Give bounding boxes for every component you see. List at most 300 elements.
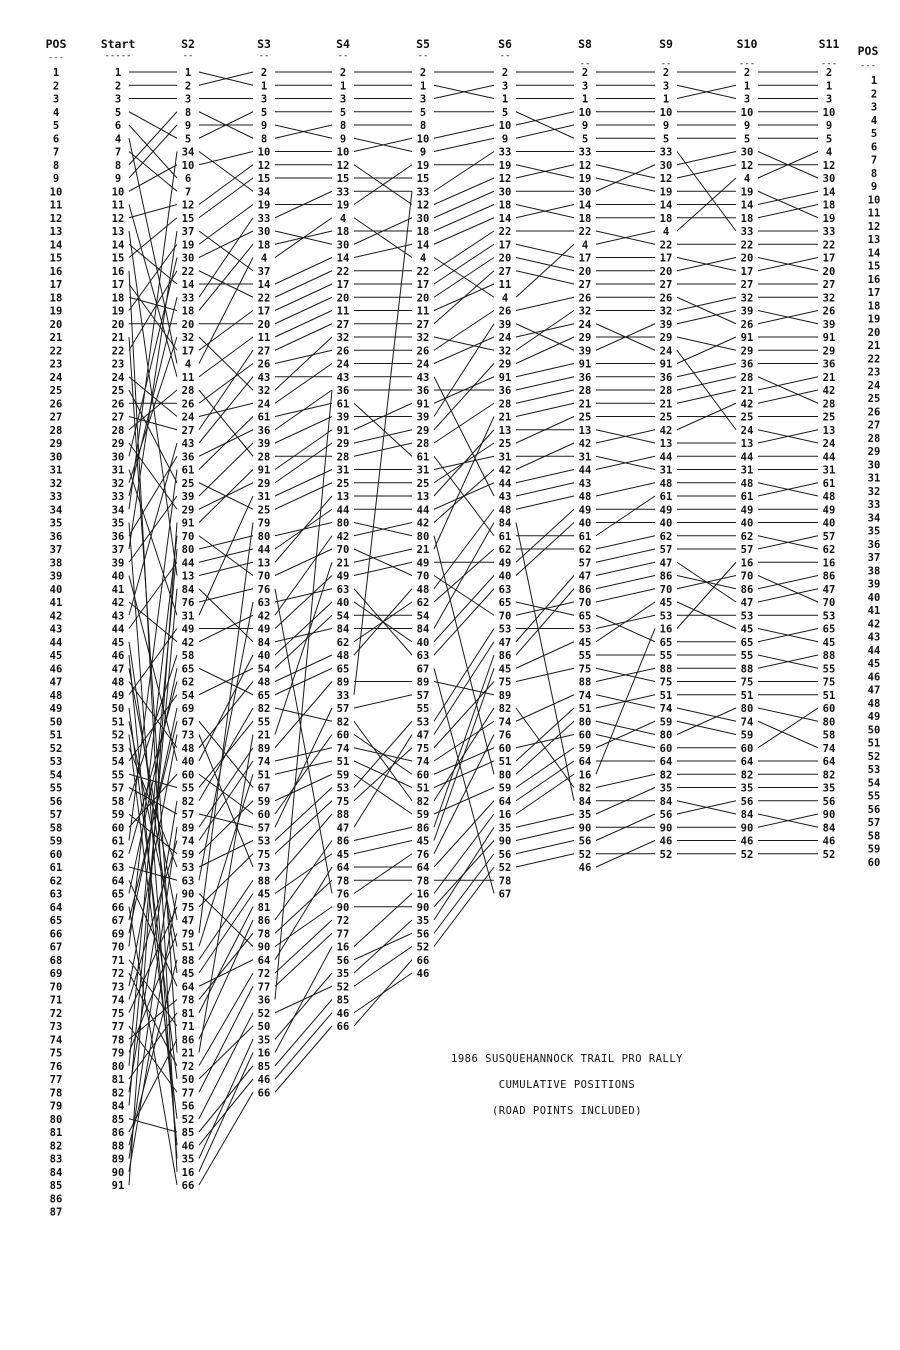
position-connector-line — [275, 337, 332, 390]
car-number: 64 — [822, 756, 836, 768]
car-number: 48 — [257, 676, 271, 689]
position-connector-line — [275, 735, 332, 815]
car-number: 10 — [336, 146, 350, 159]
position-connector-line — [275, 973, 332, 1039]
left-position-number: 49 — [49, 703, 63, 715]
right-position-number: 30 — [867, 459, 881, 472]
car-number: 26 — [659, 292, 673, 305]
car-number: 11 — [257, 332, 271, 344]
car-number: 3 — [339, 93, 347, 106]
car-number: 5 — [339, 106, 347, 119]
car-number: 45 — [740, 623, 754, 636]
car-number: 36 — [111, 530, 125, 543]
car-number: 86 — [498, 650, 512, 662]
car-number: 32 — [181, 332, 195, 344]
car-number: 62 — [740, 530, 754, 543]
right-position-number: 37 — [867, 552, 881, 564]
position-connector-line — [354, 244, 412, 257]
car-number: 20 — [740, 252, 754, 265]
left-position-number: 54 — [49, 769, 63, 782]
car-number: 80 — [336, 517, 350, 530]
position-connector-line — [275, 430, 332, 470]
position-connector-line — [677, 311, 736, 324]
right-position-number: 46 — [867, 671, 881, 684]
car-number: 48 — [111, 676, 125, 689]
car-number: 36 — [498, 385, 512, 397]
car-number: 90 — [498, 835, 512, 848]
position-connector-line — [275, 297, 332, 324]
car-number: 71 — [111, 954, 125, 967]
car-number: 35 — [498, 822, 512, 835]
right-position-column — [868, 75, 881, 869]
car-number: 60 — [498, 742, 512, 755]
car-number: 60 — [822, 703, 836, 715]
car-number: 86 — [416, 822, 430, 835]
left-position-number: 76 — [49, 1060, 63, 1073]
car-number: 19 — [257, 199, 271, 212]
car-number: 39 — [740, 305, 754, 318]
car-number: 33 — [416, 186, 430, 199]
car-number: 66 — [257, 1087, 271, 1100]
car-number: 39 — [336, 411, 350, 424]
left-position-number: 28 — [49, 424, 63, 437]
car-number: 1 — [184, 67, 192, 79]
position-connector-line — [516, 483, 574, 496]
position-connector-line — [354, 854, 412, 894]
position-connector-line — [275, 1000, 332, 1066]
car-number: 34 — [257, 186, 271, 199]
car-number: 82 — [336, 716, 350, 729]
left-position-number: 85 — [49, 1180, 63, 1192]
left-position-number: 73 — [49, 1021, 63, 1033]
car-number: 61 — [336, 398, 350, 411]
car-number: 19 — [498, 159, 512, 172]
car-number: 60 — [740, 742, 754, 755]
car-number: 40 — [181, 756, 195, 768]
car-number: 30 — [257, 226, 271, 238]
left-position-number: 65 — [49, 915, 63, 927]
car-number: 51 — [111, 716, 125, 729]
car-number: 36 — [181, 451, 195, 464]
car-number: 12 — [740, 159, 754, 172]
car-number: 8 — [419, 120, 427, 132]
car-number: 3 — [260, 93, 268, 106]
car-number: 1 — [339, 80, 347, 93]
car-number: 24 — [498, 332, 512, 344]
car-number: 80 — [659, 729, 673, 742]
car-number: 26 — [111, 398, 125, 411]
car-number: 35 — [740, 782, 754, 795]
car-number: 82 — [111, 1087, 125, 1100]
car-number: 2 — [339, 67, 347, 79]
car-number: 72 — [257, 968, 271, 980]
car-number: 2 — [114, 80, 122, 93]
left-position-number: 7 — [52, 146, 60, 159]
left-position-number: 41 — [49, 597, 63, 609]
car-number: 13 — [498, 424, 512, 437]
position-connector-line — [199, 205, 253, 245]
position-connector-line — [758, 390, 818, 403]
car-number: 22 — [181, 265, 195, 278]
car-number: 32 — [416, 332, 430, 344]
car-number: 14 — [498, 212, 512, 225]
position-connector-line — [199, 682, 253, 748]
car-number: 46 — [659, 835, 673, 848]
car-number: 90 — [659, 822, 673, 835]
car-number: 39 — [498, 318, 512, 331]
car-number: 37 — [257, 265, 271, 278]
right-position-number: 40 — [867, 591, 881, 604]
car-number: 57 — [822, 530, 836, 543]
car-number: 5 — [419, 106, 427, 119]
car-number: 84 — [257, 636, 271, 649]
car-number: 40 — [111, 570, 125, 583]
car-number: 57 — [659, 544, 673, 556]
car-number: 9 — [184, 120, 192, 132]
car-number: 45 — [822, 636, 836, 649]
car-number: 17 — [181, 345, 195, 358]
car-number: 60 — [578, 729, 592, 742]
car-number: 49 — [336, 570, 350, 583]
right-position-number: 22 — [867, 353, 881, 366]
position-connector-line — [434, 589, 494, 655]
right-position-number: 36 — [867, 538, 881, 551]
car-number: 13 — [257, 557, 271, 570]
left-position-number: 57 — [49, 809, 63, 821]
position-connector-line — [596, 735, 655, 748]
car-number: 86 — [740, 583, 754, 596]
position-connector-line — [129, 258, 177, 457]
car-number: 21 — [336, 557, 350, 570]
left-position-number: 62 — [49, 875, 63, 888]
left-position-number: 27 — [49, 411, 63, 424]
car-number: 49 — [111, 689, 125, 702]
car-number: 61 — [822, 477, 836, 490]
car-number: 39 — [257, 438, 271, 450]
header-dash: --- — [859, 61, 877, 71]
car-number: 14 — [578, 199, 592, 212]
car-number: 84 — [181, 583, 195, 596]
car-number: 53 — [498, 623, 512, 636]
left-position-number: 45 — [49, 650, 63, 662]
header-dash: --- — [738, 59, 756, 69]
position-connector-line — [199, 841, 253, 868]
left-position-number: 48 — [49, 689, 63, 702]
title-line-1: 1986 SUSQUEHANNOCK TRAIL PRO RALLY — [451, 1053, 683, 1065]
right-position-number: 47 — [867, 684, 881, 697]
car-number: 12 — [257, 159, 271, 172]
left-position-number: 16 — [49, 265, 63, 278]
car-number: 55 — [740, 650, 754, 662]
right-position-number: 54 — [867, 777, 881, 790]
car-number: 19 — [181, 239, 195, 252]
car-number: 18 — [257, 239, 271, 252]
car-number: 52 — [740, 848, 754, 861]
car-number: 28 — [336, 451, 350, 464]
car-number: 65 — [257, 689, 271, 702]
position-connector-line — [199, 1092, 253, 1185]
car-number: 18 — [416, 226, 430, 238]
car-number: 44 — [498, 477, 512, 490]
car-number: 21 — [498, 411, 512, 424]
car-number: 56 — [822, 795, 836, 808]
right-position-number: 13 — [867, 234, 881, 246]
car-number: 31 — [498, 451, 512, 464]
car-number: 43 — [578, 477, 592, 490]
left-position-number: 15 — [49, 252, 63, 265]
left-position-number: 83 — [49, 1153, 63, 1166]
car-number: 3 — [662, 80, 670, 93]
position-connector-line — [758, 708, 818, 721]
position-connector-line — [434, 271, 494, 324]
left-position-number: 13 — [49, 226, 63, 238]
left-position-number: 72 — [49, 1007, 63, 1020]
position-connector-line — [129, 112, 177, 165]
car-number: 31 — [257, 491, 271, 503]
car-number: 59 — [416, 809, 430, 821]
car-number: 14 — [257, 279, 271, 291]
car-number: 14 — [822, 186, 836, 199]
car-number: 17 — [578, 252, 592, 265]
right-position-number: 43 — [867, 631, 881, 644]
car-number: 56 — [578, 835, 592, 848]
car-number: 18 — [336, 226, 350, 238]
car-number: 17 — [111, 279, 125, 291]
position-connector-line — [354, 841, 412, 854]
car-number: 19 — [111, 305, 125, 318]
stage-header-s4: S4 — [336, 37, 350, 51]
pos-header-left: POS — [45, 37, 67, 51]
car-number: 14 — [740, 199, 754, 212]
car-number: 30 — [659, 159, 673, 172]
car-number: 88 — [111, 1140, 125, 1153]
car-number: 4 — [581, 239, 589, 252]
car-number: 21 — [578, 398, 592, 411]
stage-header-start: Start — [100, 37, 136, 51]
left-position-number: 60 — [49, 848, 63, 861]
position-connector-line — [199, 933, 253, 999]
car-number: 47 — [336, 822, 350, 835]
left-position-number: 50 — [49, 716, 63, 729]
car-number: 52 — [257, 1007, 271, 1020]
left-position-number: 21 — [49, 332, 63, 344]
position-connector-line — [677, 562, 736, 628]
left-position-number: 32 — [49, 477, 63, 490]
position-connector-line — [516, 112, 574, 139]
car-number: 27 — [659, 279, 673, 291]
car-number: 26 — [740, 318, 754, 331]
car-number: 51 — [416, 782, 430, 795]
car-number: 22 — [336, 265, 350, 278]
car-number: 50 — [257, 1021, 271, 1033]
car-number: 39 — [822, 318, 836, 331]
position-connector-line — [199, 377, 253, 443]
car-number: 77 — [336, 928, 350, 941]
car-number: 62 — [659, 530, 673, 543]
car-number: 5 — [662, 133, 670, 146]
car-number: 79 — [181, 928, 195, 941]
car-number: 26 — [336, 345, 350, 358]
left-position-number: 23 — [49, 358, 63, 371]
stage-header-s10: S10 — [736, 37, 758, 51]
car-number: 43 — [498, 491, 512, 503]
car-number: 34 — [181, 146, 195, 159]
left-position-number: 5 — [52, 120, 60, 132]
position-connector-line — [354, 894, 412, 947]
position-connector-line — [516, 112, 574, 125]
car-number: 51 — [740, 689, 754, 702]
car-number: 84 — [659, 795, 673, 808]
right-position-number: 19 — [867, 313, 881, 326]
right-position-number: 21 — [867, 340, 881, 352]
car-number: 53 — [336, 782, 350, 795]
car-number: 84 — [336, 623, 350, 636]
car-number: 42 — [181, 636, 195, 649]
car-number: 75 — [181, 901, 195, 914]
car-number: 14 — [336, 252, 350, 265]
car-number: 44 — [659, 451, 673, 464]
car-number: 27 — [822, 279, 836, 291]
car-number: 36 — [659, 371, 673, 384]
car-number: 37 — [181, 226, 195, 238]
position-connector-line — [677, 297, 736, 324]
position-connector-line — [516, 695, 574, 722]
car-number: 25 — [822, 411, 836, 424]
car-number: 61 — [111, 835, 125, 848]
car-number: 74 — [822, 742, 836, 755]
car-number: 59 — [336, 769, 350, 782]
car-number: 5 — [825, 133, 833, 146]
car-number: 49 — [416, 557, 430, 570]
right-position-number: 28 — [867, 432, 881, 445]
car-number: 64 — [181, 981, 195, 994]
position-connector-line — [596, 165, 655, 178]
car-number: 54 — [416, 610, 430, 623]
position-connector-line — [199, 364, 253, 404]
car-number: 74 — [578, 689, 592, 702]
title-line-2: CUMULATIVE POSITIONS — [498, 1079, 636, 1091]
car-number: 42 — [257, 610, 271, 623]
car-number: 12 — [111, 212, 125, 225]
car-number: 21 — [257, 729, 271, 742]
position-connector-line — [677, 337, 736, 350]
car-number: 74 — [498, 716, 512, 729]
car-number: 64 — [336, 862, 350, 874]
car-number: 1 — [743, 80, 751, 93]
car-number: 9 — [339, 133, 347, 146]
position-connector-line — [596, 178, 655, 191]
car-number: 42 — [416, 517, 430, 530]
car-number: 12 — [659, 173, 673, 185]
car-number: 5 — [114, 106, 122, 119]
car-number: 39 — [181, 491, 195, 503]
car-number: 32 — [659, 305, 673, 318]
left-position-number: 12 — [49, 212, 63, 225]
position-connector-line — [516, 390, 574, 403]
car-number: 74 — [111, 994, 125, 1007]
car-number: 49 — [181, 623, 195, 636]
position-connector-line — [275, 284, 332, 311]
car-number: 39 — [578, 345, 592, 358]
left-position-number: 24 — [49, 371, 63, 384]
car-number: 29 — [578, 332, 592, 344]
car-number: 64 — [416, 862, 430, 874]
car-number: 22 — [740, 239, 754, 252]
car-number: 59 — [578, 742, 592, 755]
position-connector-line — [677, 152, 736, 165]
car-number: 59 — [659, 716, 673, 729]
car-number: 55 — [578, 650, 592, 662]
car-number: 66 — [336, 1021, 350, 1033]
car-number: 52 — [822, 848, 836, 861]
car-number: 33 — [181, 292, 195, 305]
position-connector-line — [434, 655, 494, 827]
position-connector-line — [677, 165, 736, 178]
position-connector-line — [199, 1013, 253, 1119]
car-number: 30 — [416, 212, 430, 225]
car-number: 46 — [578, 862, 592, 874]
car-number: 1 — [501, 93, 509, 106]
car-number: 86 — [257, 915, 271, 927]
position-connector-line — [677, 377, 736, 390]
car-number: 70 — [822, 597, 836, 609]
car-number: 53 — [416, 716, 430, 729]
car-number: 4 — [662, 226, 670, 238]
car-number: 8 — [114, 159, 122, 172]
car-number: 46 — [336, 1007, 350, 1020]
left-position-number: 56 — [49, 795, 63, 808]
car-number: 22 — [111, 345, 125, 358]
car-number: 26 — [578, 292, 592, 305]
car-number: 24 — [416, 358, 430, 371]
right-position-number: 25 — [867, 393, 881, 405]
position-connector-line — [434, 218, 494, 245]
position-connector-line — [199, 337, 253, 390]
car-number: 15 — [111, 252, 125, 265]
position-connector-line — [199, 390, 253, 456]
car-number: 4 — [743, 173, 751, 185]
car-number: 33 — [740, 226, 754, 238]
car-number: 75 — [498, 676, 512, 689]
car-number: 90 — [111, 1166, 125, 1179]
car-number: 75 — [659, 676, 673, 689]
car-number: 64 — [740, 756, 754, 768]
car-number: 29 — [257, 477, 271, 490]
car-number: 32 — [578, 305, 592, 318]
car-number: 58 — [181, 650, 195, 662]
position-connector-line — [758, 377, 818, 404]
car-number: 44 — [181, 557, 195, 570]
car-number: 5 — [743, 133, 751, 146]
car-number: 64 — [659, 756, 673, 768]
position-connector-line — [199, 602, 253, 880]
car-number: 86 — [111, 1127, 125, 1139]
car-number: 56 — [498, 848, 512, 861]
position-connector-line — [516, 258, 574, 271]
left-position-number: 3 — [52, 93, 60, 106]
car-number: 27 — [336, 318, 350, 331]
car-number: 41 — [111, 583, 125, 596]
car-number: 26 — [257, 358, 271, 371]
position-connector-line — [354, 721, 412, 787]
car-number: 24 — [336, 358, 350, 371]
car-number: 27 — [111, 411, 125, 424]
left-position-number: 44 — [49, 636, 63, 649]
right-position-number: 32 — [867, 485, 881, 498]
car-number: 56 — [336, 954, 350, 967]
position-connector-line — [516, 244, 574, 257]
position-connector-line — [434, 337, 494, 364]
